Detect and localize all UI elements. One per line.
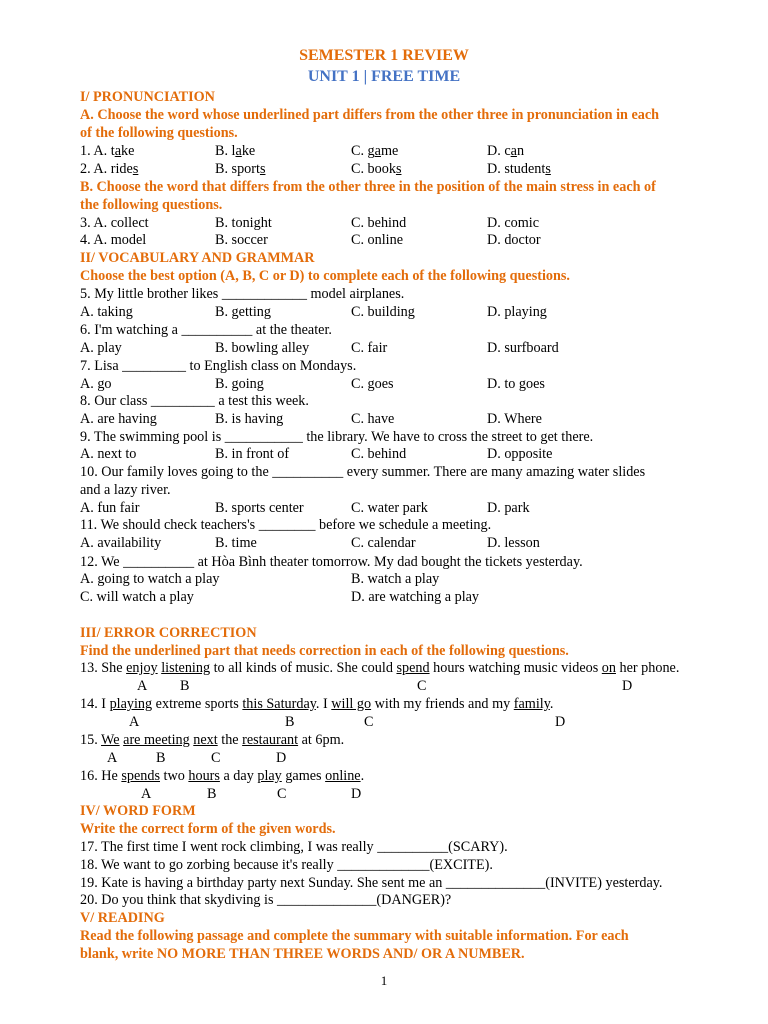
option-b: B. time [215,535,257,551]
question-10-stem-line1: 10. Our family loves going to the __________ every summer. There are many amazing water slides [80,464,646,480]
label-a: A [129,714,140,730]
question-16-sentence: 16. He spends two hours a day play games online. [80,768,365,784]
option-a: 1. A. take [80,143,135,159]
label-a: A [137,678,148,694]
option-c: C. have [351,411,395,427]
label-c: C [277,786,287,802]
option-c: C. behind [351,215,407,231]
option-b: B. sports center [215,500,304,516]
section-reading-instruction-line1: Read the following passage and complete the summary with suitable information. For each [80,928,629,944]
option-b: B. soccer [215,232,268,248]
option-a: A. availability [80,535,162,551]
option-c: C. goes [351,376,394,392]
label-b: B [156,750,166,766]
section-vocabulary-instruction: Choose the best option (A, B, C or D) to complete each of the following questions. [80,268,570,284]
option-b: B. bowling alley [215,340,310,356]
question-6-stem: 6. I'm watching a __________ at the theater. [80,322,332,338]
option-d: D. opposite [487,446,553,462]
label-d: D [351,786,362,802]
option-b: B. going [215,376,264,392]
option-c: C. game [351,143,399,159]
section-error-title: III/ ERROR CORRECTION [80,625,257,641]
option-a: A. play [80,340,122,356]
section-wordform-title: IV/ WORD FORM [80,803,196,819]
option-a: A. going to watch a play [80,571,220,587]
option-d: D. Where [487,411,542,427]
label-c: C [211,750,221,766]
question-5-stem: 5. My little brother likes ____________ model airplanes. [80,286,405,302]
option-a: A. go [80,376,112,392]
option-d: D. doctor [487,232,541,248]
section-reading-instruction-line2: blank, write NO MORE THAN THREE WORDS AND/ OR A NUMBER. [80,946,525,962]
label-b: B [285,714,295,730]
instruction-a-line2: of the following questions. [80,125,238,141]
unit-title: UNIT 1 | FREE TIME [307,68,461,85]
option-b: B. watch a play [351,571,440,587]
option-c: C. building [351,304,415,320]
option-a: A. are having [80,411,157,427]
label-d: D [555,714,566,730]
label-b: B [207,786,217,802]
page-number: 1 [380,973,388,988]
question-18: 18. We want to go zorbing because it's really _____________(EXCITE). [80,857,493,873]
page-title: SEMESTER 1 REVIEW [299,47,469,64]
question-12-stem: 12. We __________ at Hòa Bình theater tomorrow. My dad bought the tickets yesterday. [80,554,583,570]
section-error-instruction: Find the underlined part that needs correction in each of the following questions. [80,643,569,659]
option-d: D. can [487,143,525,159]
option-d: D. park [487,500,530,516]
label-d: D [622,678,633,694]
option-a: 2. A. rides [80,161,139,177]
option-c: C. behind [351,446,407,462]
question-9-stem: 9. The swimming pool is ___________ the library. We have to cross the street to get there. [80,429,594,445]
question-14-sentence: 14. I playing extreme sports this Saturday. I will go with my friends and my family. [80,696,554,712]
section-vocabulary-title: II/ VOCABULARY AND GRAMMAR [80,250,315,266]
option-d: D. students [487,161,551,177]
option-d: D. are watching a play [351,589,480,605]
label-d: D [276,750,287,766]
question-17: 17. The first time I went rock climbing, I was really __________(SCARY). [80,839,508,855]
option-d: D. to goes [487,376,545,392]
option-b: B. sports [215,161,266,177]
question-19: 19. Kate is having a birthday party next Sunday. She sent me an ______________(INVITE) yesterday. [80,875,663,891]
option-b: B. tonight [215,215,272,231]
question-7-stem: 7. Lisa _________ to English class on Mondays. [80,358,357,374]
label-c: C [417,678,427,694]
option-d: D. lesson [487,535,540,551]
option-c: C. calendar [351,535,416,551]
label-a: A [141,786,152,802]
option-c: C. books [351,161,402,177]
option-a: A. next to [80,446,137,462]
label-a: A [107,750,118,766]
option-d: D. comic [487,215,540,231]
section-pronunciation-title: I/ PRONUNCIATION [80,89,215,105]
option-b: B. is having [215,411,284,427]
question-8-stem: 8. Our class _________ a test this week. [80,393,309,409]
option-b: B. getting [215,304,271,320]
option-b: B. in front of [215,446,290,462]
option-d: D. playing [487,304,547,320]
option-b: B. lake [215,143,256,159]
option-c: C. online [351,232,404,248]
option-a: 4. A. model [80,232,147,248]
question-10-stem-line2: and a lazy river. [80,482,171,498]
label-c: C [364,714,374,730]
option-c: C. will watch a play [80,589,194,605]
option-c: C. fair [351,340,388,356]
question-15-sentence: 15. We are meeting next the restaurant at 6pm. [80,732,345,748]
question-11-stem: 11. We should check teachers's ________ before we schedule a meeting. [80,517,492,533]
section-reading-title: V/ READING [80,910,165,926]
section-wordform-instruction: Write the correct form of the given words. [80,821,336,837]
question-20: 20. Do you think that skydiving is ______________(DANGER)? [80,892,452,908]
instruction-a-line1: A. Choose the word whose underlined part differs from the other three in pronunciation in each [80,107,660,123]
instruction-b-line1: B. Choose the word that differs from the other three in the position of the main stress in each of [80,179,656,195]
option-a: A. taking [80,304,133,320]
option-d: D. surfboard [487,340,559,356]
option-a: 3. A. collect [80,215,149,231]
instruction-b-line2: the following questions. [80,197,223,213]
question-13-sentence: 13. She enjoy listening to all kinds of music. She could spend hours watching music videos on her phone. [80,660,680,676]
option-c: C. water park [351,500,428,516]
option-a: A. fun fair [80,500,140,516]
label-b: B [180,678,190,694]
